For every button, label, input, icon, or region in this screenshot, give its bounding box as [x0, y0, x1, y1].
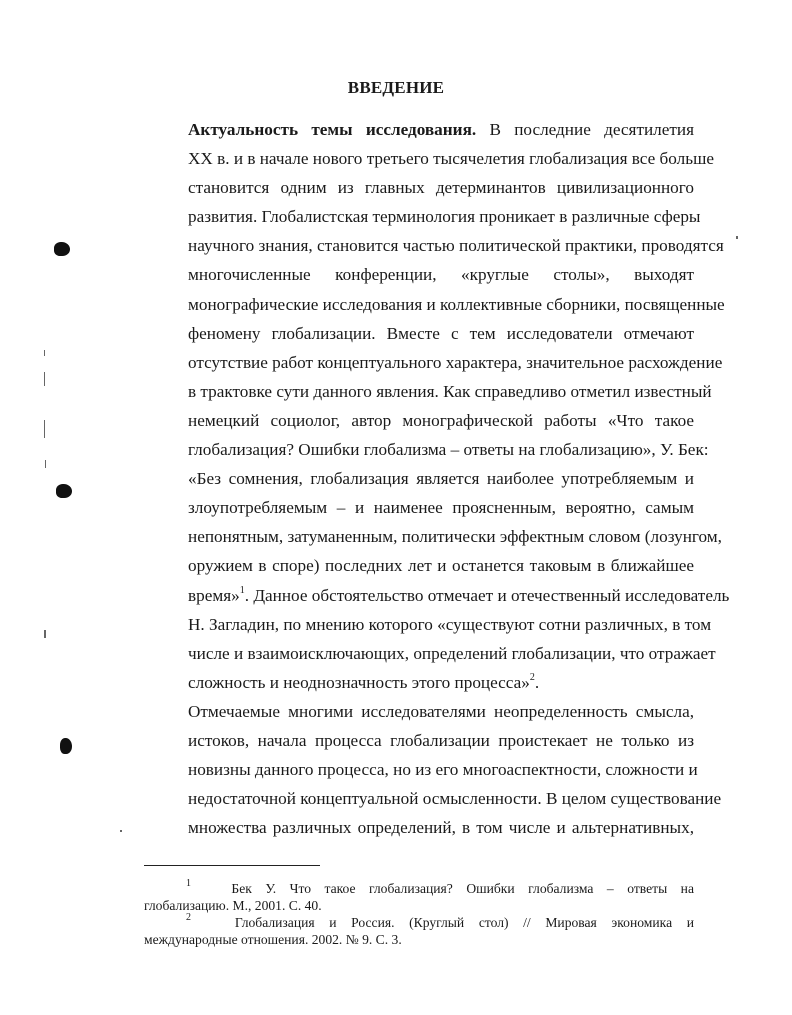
- text-line: время»$^1$. Данное обстоятельство отмечает и отечественный исследователь: [188, 584, 730, 605]
- footnote-line: международные отношения. 2002. № 9. С. 3.: [144, 932, 402, 947]
- footnote-ref-2[interactable]: 2: [529, 672, 535, 684]
- footnote-line: $^2$ Глобализация и Россия. (Круглый стол) // Мировая экономика и: [186, 912, 694, 930]
- text-line: Отмечаемые многими исследователями неопределенность смысла,: [188, 701, 694, 721]
- scan-speck: [44, 420, 45, 438]
- text-line: многочисленные конференции, «круглые столы», выходят: [188, 265, 694, 285]
- scan-speck: [44, 372, 45, 386]
- scan-speck: [120, 830, 122, 832]
- scan-speck: [45, 460, 46, 468]
- text-line: научного знания, становится частью политической практики, проводятся: [188, 236, 724, 256]
- text-line: истоков, начала процесса глобализации проистекает не только из: [188, 730, 694, 750]
- paragraph-2: [144, 697, 722, 842]
- text-line: XX в. и в начале нового третьего тысячелетия глобализация все больше: [188, 149, 714, 169]
- footnotes: [144, 880, 694, 948]
- text-line: монографические исследования и коллективные сборники, посвященные: [188, 294, 725, 314]
- text-line: числе и взаимоисключающих, определений глобализации, что отражает: [188, 643, 716, 663]
- punch-hole-mark: [54, 242, 70, 256]
- text-line: феномену глобализации. Вместе с тем исследователи отмечают: [188, 323, 694, 343]
- footnote-1: [144, 880, 694, 914]
- scan-speck: [44, 630, 46, 638]
- punch-hole-mark: [60, 738, 72, 754]
- text-line: непонятным, затуманенным, политически эффектным словом (лозунгом,: [188, 527, 722, 547]
- paragraph-1: [144, 115, 730, 697]
- text-line: злоупотребляемым – и наименее проясненным, вероятно, самым: [188, 498, 694, 518]
- scan-speck: [736, 236, 738, 239]
- scan-speck: [44, 350, 45, 356]
- footnote-number: 2: [186, 912, 191, 924]
- text-line: недостаточной концептуальной осмысленности. В целом существование: [188, 789, 722, 809]
- text-line: отсутствие работ концептуального характера, значительное расхождение: [188, 352, 723, 372]
- punch-hole-mark: [56, 484, 72, 498]
- footnote-line: глобализацию. М., 2001. С. 40.: [144, 898, 322, 913]
- text-line: глобализация? Ошибки глобализма – ответы на глобализацию», У. Бек:: [188, 440, 709, 460]
- text-line: «Без сомнения, глобализация является наиболее употребляемым и: [188, 469, 694, 489]
- text-line: новизны данного процесса, но из его многоаспектности, сложности и: [188, 760, 698, 780]
- footnote-ref-1[interactable]: 1: [239, 584, 245, 596]
- footnote-number: 1: [186, 878, 191, 890]
- main-text: [144, 115, 730, 842]
- footnote-separator: [144, 865, 320, 866]
- page-heading: ВВЕДЕНИЕ: [347, 78, 445, 97]
- text-line: в трактовке сути данного явления. Как справедливо отметил известный: [188, 381, 712, 401]
- text-line: становится одним из главных детерминантов цивилизационного: [188, 178, 694, 198]
- text-line: немецкий социолог, автор монографической работы «Что такое: [188, 410, 694, 430]
- text-line: Н. Загладин, по мнению которого «существуют сотни различных, в том: [188, 614, 712, 634]
- text-line: оружием в споре) последних лет и останется таковым в ближайшее: [188, 556, 694, 576]
- section-lead: Актуальность темы исследования.: [188, 120, 477, 139]
- text-line: Актуальность темы исследования. В последние десятилетия: [188, 120, 694, 139]
- text-line: сложность и неоднозначность этого процесса»$^2$.: [188, 672, 540, 692]
- footnote-2: [144, 914, 694, 948]
- text-line: множества различных определений, в том числе и альтернативных,: [188, 818, 694, 838]
- footnote-line: $^1$ Бек У. Что такое глобализация? Ошибки глобализма – ответы на: [186, 878, 694, 896]
- text-line: развития. Глобалистская терминология проникает в различные сферы: [188, 207, 701, 227]
